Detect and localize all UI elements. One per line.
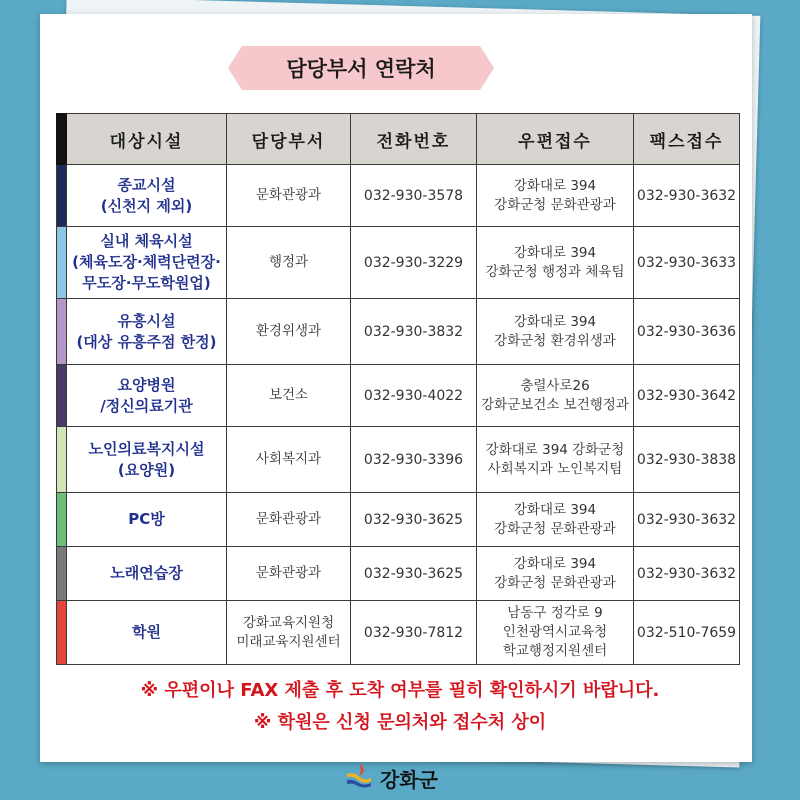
- department-cell: [227, 299, 351, 365]
- header-phone: 전화번호: [351, 114, 477, 165]
- facility-cell-line: 무도장·무도학원업): [82, 274, 211, 292]
- department-cell: [227, 427, 351, 493]
- mail-cell-line: 강화대로 394: [513, 555, 597, 572]
- mail-cell: [477, 427, 634, 493]
- mail-cell-line: 인천광역시교육청: [502, 624, 608, 640]
- mail-cell-line: 강화대로 394: [513, 177, 597, 194]
- mail-cell-line: 강화군청 문화관광과: [494, 196, 616, 213]
- department-cell-line: 행정과: [268, 254, 309, 270]
- mail-cell: [477, 227, 634, 299]
- mail-cell: [477, 365, 634, 427]
- mail-cell: [477, 601, 634, 665]
- phone-cell: 032-930-3832: [351, 299, 477, 365]
- row-color-bar: [57, 601, 67, 665]
- phone-cell: 032-930-4022: [351, 365, 477, 427]
- department-cell: [227, 165, 351, 227]
- fax-cell: 032-930-3633: [634, 227, 740, 299]
- table-body: [57, 165, 740, 665]
- department-cell-line: 문화관광과: [255, 565, 322, 581]
- facility-cell: [67, 427, 227, 493]
- fax-cell: 032-510-7659: [634, 601, 740, 665]
- mail-cell-line: 강화군청 문화관광과: [494, 574, 616, 591]
- department-cell: [227, 601, 351, 665]
- row-color-bar: [57, 365, 67, 427]
- row-color-bar: [57, 493, 67, 547]
- mail-cell-line: 강화대로 394: [513, 244, 597, 261]
- department-cell-line: 보건소: [268, 387, 309, 403]
- facility-cell-line: 실내 체육시설: [100, 232, 193, 250]
- row-color-bar: [57, 427, 67, 493]
- department-cell-line: 미래교육지원센터: [236, 633, 341, 650]
- mail-cell-line: 사회복지과 노인복지팀: [487, 460, 623, 477]
- phone-cell: 032-930-3625: [351, 493, 477, 547]
- logo: [344, 764, 438, 792]
- ganghwa-emblem-icon: [344, 762, 374, 794]
- page-title: 담당부서 연락처: [242, 46, 480, 90]
- department-cell: [227, 493, 351, 547]
- fax-cell: 032-930-3838: [634, 427, 740, 493]
- facility-cell: [67, 299, 227, 365]
- facility-cell-line: 유흥시설: [117, 311, 176, 330]
- header-facility: 대상시설: [67, 114, 227, 165]
- logo-text: 강화군: [380, 767, 438, 792]
- department-cell: [227, 227, 351, 299]
- mail-cell-line: 강화대로 394: [513, 501, 597, 518]
- table-row: [57, 227, 740, 299]
- row-color-bar: [57, 299, 67, 365]
- facility-cell-line: 노래연습장: [110, 564, 183, 582]
- facility-cell: [67, 547, 227, 601]
- mail-cell-line: 학교행정지원센터: [502, 643, 608, 659]
- phone-cell: 032-930-3396: [351, 427, 477, 493]
- facility-cell-line: (신천지 제외): [100, 196, 193, 215]
- phone-cell: 032-930-3229: [351, 227, 477, 299]
- table-row: [57, 547, 740, 601]
- department-cell-line: 강화교육지원청: [242, 614, 335, 631]
- facility-cell-line: (대상 유흥주점 한정): [76, 332, 217, 351]
- department-cell-line: 환경위생과: [255, 323, 322, 339]
- facility-cell-line: 학원: [132, 623, 161, 641]
- notice-confirm-arrival: ※ 우편이나 FAX 제출 후 도착 여부를 필히 확인하시기 바랍니다.: [140, 680, 660, 701]
- table-row: [57, 365, 740, 427]
- facility-cell: [67, 227, 227, 299]
- facility-cell-line: 요양병원: [117, 375, 176, 394]
- header-corner: [57, 114, 67, 165]
- notice-academy-difference: ※ 학원은 신청 문의처와 접수처 상이: [253, 712, 547, 733]
- facility-cell-line: 노인의료복지시설: [88, 439, 205, 458]
- mail-cell: [477, 165, 634, 227]
- phone-cell: 032-930-7812: [351, 601, 477, 665]
- mail-cell-line: 강화군청 행정과 체육팀: [485, 263, 625, 280]
- mail-cell-line: 충렬사로26: [520, 377, 590, 394]
- row-color-bar: [57, 547, 67, 601]
- mail-cell-line: 강화대로 394: [513, 313, 597, 330]
- facility-cell: [67, 165, 227, 227]
- fax-cell: 032-930-3632: [634, 493, 740, 547]
- department-cell-line: 사회복지과: [255, 451, 322, 467]
- fax-cell: 032-930-3636: [634, 299, 740, 365]
- table-row: [57, 165, 740, 227]
- facility-cell-line: PC방: [128, 510, 165, 528]
- mail-cell-line: 남동구 정각로 9: [507, 605, 603, 621]
- row-color-bar: [57, 165, 67, 227]
- fax-cell: 032-930-3632: [634, 165, 740, 227]
- facility-cell-line: 종교시설: [117, 175, 176, 194]
- mail-cell: [477, 493, 634, 547]
- facility-cell-line: (요양원): [117, 460, 176, 479]
- table-header-row: [57, 114, 740, 165]
- facility-cell-line: /정신의료기관: [100, 396, 193, 415]
- mail-cell: [477, 547, 634, 601]
- facility-cell: [67, 493, 227, 547]
- header-fax: 팩스접수: [634, 114, 740, 165]
- mail-cell: [477, 299, 634, 365]
- department-cell: [227, 365, 351, 427]
- header-mail: 우편접수: [477, 114, 634, 165]
- department-cell-line: 문화관광과: [255, 511, 322, 527]
- fax-cell: 032-930-3632: [634, 547, 740, 601]
- facility-cell: [67, 601, 227, 665]
- department-cell: [227, 547, 351, 601]
- fax-cell: 032-930-3642: [634, 365, 740, 427]
- department-cell-line: 문화관광과: [255, 187, 322, 203]
- facility-cell-line: (체육도장·체력단련장·: [72, 253, 221, 271]
- facility-cell: [67, 365, 227, 427]
- table-row: [57, 299, 740, 365]
- phone-cell: 032-930-3625: [351, 547, 477, 601]
- row-color-bar: [57, 227, 67, 299]
- table-row: [57, 427, 740, 493]
- table-row: [57, 493, 740, 547]
- mail-cell-line: 강화군청 환경위생과: [494, 332, 616, 349]
- mail-cell-line: 강화대로 394 강화군청: [485, 441, 625, 458]
- phone-cell: 032-930-3578: [351, 165, 477, 227]
- mail-cell-line: 강화군청 문화관광과: [494, 520, 616, 537]
- header-department: 담당부서: [227, 114, 351, 165]
- mail-cell-line: 강화군보건소 보건행정과: [481, 396, 629, 413]
- table-row: [57, 601, 740, 665]
- contacts-table: [56, 113, 740, 665]
